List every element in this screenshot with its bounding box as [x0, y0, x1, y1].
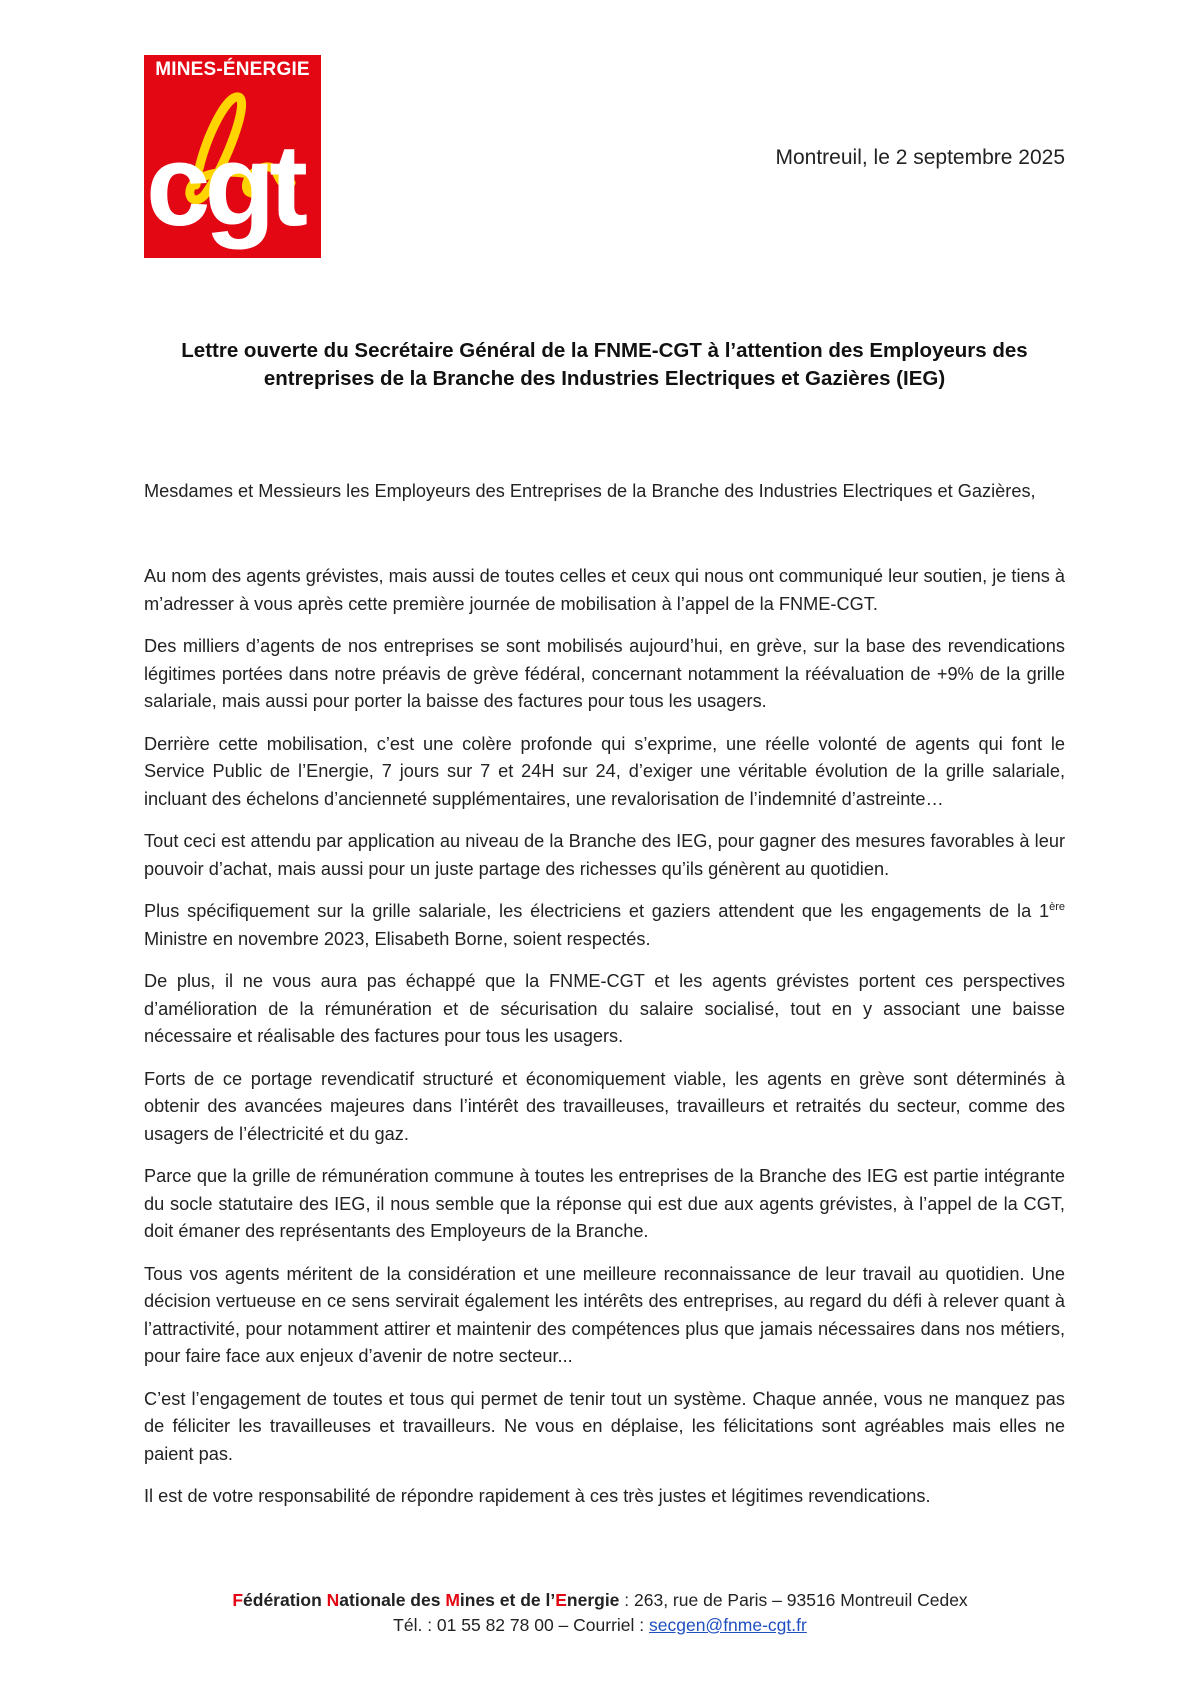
title-line-1: Lettre ouverte du Secrétaire Général de la FNME-CGT à l’attention des Employeurs des	[181, 339, 1028, 362]
footer-tel: Tél. : 01 55 82 78 00 – Courriel :	[393, 1615, 649, 1635]
footer-contact	[0, 1613, 1200, 1638]
paragraph: Derrière cette mobilisation, c’est une colère profonde qui s’exprime, une réelle volonté de agents qui font le Service Public de l’Energie, 7 jours sur 7 et 24H sur 24, d’exiger une véritable évolution de la grille salariale, incluant des échelons d’ancienneté supplémentaires, une revalorisation de l’indemnité d’astreinte…	[144, 733, 1065, 809]
letter-date: Montreuil, le 2 septembre 2025	[775, 146, 1065, 169]
paragraph-text: Plus spécifiquement sur la grille salariale, les électriciens et gaziers attendent que les engagements de la 1	[144, 901, 1050, 921]
logo-cgt-text: cgt	[146, 120, 302, 250]
footer-word: édération	[243, 1590, 327, 1610]
paragraph: Forts de ce portage revendicatif structuré et économiquement viable, les agents en grève sont déterminés à obtenir des avancées majeures dans l’intérêt des travailleuses, travailleurs et retraités du secteur, comme des usagers de l’électricité et du gaz.	[144, 1068, 1065, 1144]
footer-word: ines et de l’	[459, 1590, 556, 1610]
footer-initial: N	[326, 1590, 340, 1610]
paragraph: Tout ceci est attendu par application au niveau de la Branche des IEG, pour gagner des mesures favorables à leur pouvoir d’achat, mais aussi pour un juste partage des richesses qu’ils génèrent au quotidien.	[144, 831, 1065, 879]
footer-word: ationale des	[339, 1590, 446, 1610]
paragraph: Tous vos agents méritent de la considération et une meilleure reconnaissance de leur travail au quotidien. Une décision vertueuse en ce sens servirait également les intérêts des entreprises, au regard du défi à relever quant à l’attractivité, pour notamment attirer et maintenir des compétences plus que jamais nécessaires dans nos métiers, pour faire face aux enjeux d’avenir de notre secteur...	[144, 1263, 1065, 1366]
paragraph: Des milliers d’agents de nos entreprises se sont mobilisés aujourd’hui, en grève, sur la base des revendications légitimes portées dans notre préavis de grève fédéral, concernant notamment la réévaluation de +9% de la grille salariale, mais aussi pour porter la baisse des factures pour tous les usagers.	[144, 636, 1065, 711]
paragraph	[144, 898, 1065, 953]
paragraph-text: Ministre en novembre 2023, Elisabeth Borne, soient respectés.	[144, 928, 651, 949]
cgt-logo	[144, 55, 321, 258]
paragraph: De plus, il ne vous aura pas échappé que la FNME-CGT et les agents grévistes portent ces perspectives d’amélioration de la rémunération et de sécurisation du salaire socialisé, tout en y associant une baisse nécessaire et réalisable des factures pour tous les usagers.	[144, 971, 1065, 1046]
logo-top-text: MINES-ÉNERGIE	[155, 59, 310, 80]
footer-initial: F	[232, 1590, 244, 1610]
footer-word: nergie	[566, 1590, 620, 1610]
footer-initial: E	[555, 1590, 567, 1610]
superscript: ère	[1049, 900, 1065, 913]
footer-email-link[interactable]: secgen@fnme-cgt.fr	[649, 1615, 807, 1635]
paragraph: Au nom des agents grévistes, mais aussi de toutes celles et ceux qui nous ont communiqué leur soutien, je tiens à m’adresser à vous après cette première journée de mobilisation à l’appel de la FNME-CGT.	[144, 566, 1065, 614]
footer-address: : 263, rue de Paris – 93516 Montreuil Cedex	[619, 1590, 968, 1610]
footer-federation	[0, 1588, 1200, 1613]
footer	[0, 1588, 1200, 1638]
footer-initial: M	[445, 1590, 460, 1610]
paragraph: C’est l’engagement de toutes et tous qui permet de tenir tout un système. Chaque année, vous ne manquez pas de féliciter les travailleuses et travailleurs. Ne vous en déplaise, les félicitations sont agréables mais elles ne paient pas.	[144, 1388, 1065, 1464]
letter-title	[144, 337, 1065, 393]
title-line-2: entreprises de la Branche des Industries Electriques et Gazières (IEG)	[263, 367, 946, 390]
letter-body	[144, 563, 1065, 1526]
paragraph: Il est de votre responsabilité de répondre rapidement à ces très justes et légitimes revendications.	[144, 1486, 931, 1506]
paragraph: Parce que la grille de rémunération commune à toutes les entreprises de la Branche des IEG est partie intégrante du socle statutaire des IEG, il nous semble que la réponse qui est due aux agents grévistes, à l’appel de la CGT, doit émaner des représentants des Employeurs de la Branche.	[144, 1166, 1065, 1241]
salutation: Mesdames et Messieurs les Employeurs des Entreprises de la Branche des Industries Electriques et Gazières,	[144, 481, 1036, 501]
